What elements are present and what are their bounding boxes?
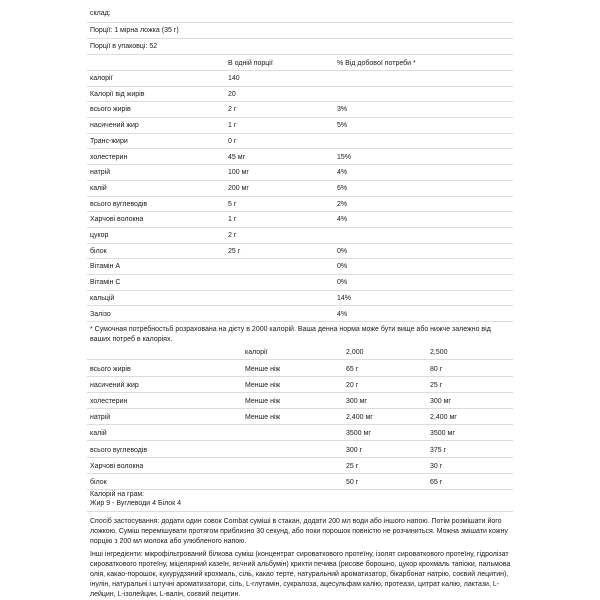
daily-header-row: [87, 344, 513, 360]
daily-row-cell-2: 3500 мг: [346, 430, 371, 438]
daily-row-cell-3: 300 мг: [430, 398, 451, 406]
daily-row-cell-1: Менше ніж: [245, 382, 281, 390]
daily-row: [87, 360, 513, 377]
composition-heading-row: [87, 0, 513, 23]
nutrition-row-cell-2: 15%: [337, 153, 352, 161]
nutrition-row-cell-1: 200 мг: [228, 184, 249, 192]
nutrition-row: [87, 290, 513, 307]
nutrition-row: [87, 117, 513, 134]
daily-row-cell-0: натрій: [90, 414, 111, 422]
nutrition-row: [87, 149, 513, 166]
calories-per-gram-title: Калорій на грам:: [90, 491, 145, 498]
nutrition-row-cell-0: натрій: [90, 169, 111, 177]
nutrition-row: [87, 211, 513, 228]
servings-per-pack-row: [87, 38, 513, 55]
nutrition-row-cell-1: 0 г: [228, 137, 237, 145]
nutrition-row-cell-0: кальцій: [90, 294, 115, 302]
nutrition-header-row-cell-1: В одній порції: [228, 60, 273, 67]
nutrition-row: [87, 86, 513, 103]
nutrition-row-cell-0: цукор: [90, 232, 109, 239]
nutrition-row: [87, 164, 513, 181]
nutrition-row-cell-2: 4%: [337, 216, 348, 224]
nutrition-row-cell-2: 14%: [337, 294, 352, 302]
nutrition-row-cell-1: 1 г: [228, 122, 237, 130]
daily-row-cell-0: холестерин: [90, 398, 128, 406]
daily-row: [87, 376, 513, 393]
daily-header-row-cell-1: калорії: [245, 349, 268, 356]
nutrition-row-cell-2: 4%: [337, 310, 348, 318]
nutrition-row-cell-0: Вітамін С: [90, 279, 121, 287]
daily-header-row-cell-2: 2,000: [346, 349, 364, 356]
daily-row-cell-0: насичений жир: [90, 382, 139, 390]
serving-size: Порції: 1 мірна ложка (35 г): [90, 27, 179, 34]
nutrition-row-cell-0: Вітамін А: [90, 263, 121, 271]
nutrition-header-row-cell-2: % Від добової потреби *: [337, 60, 416, 67]
nutrition-row: [87, 133, 513, 150]
nutrition-row-cell-2: 0%: [337, 279, 348, 287]
nutrition-row: [87, 243, 513, 260]
nutrition-row: [87, 258, 513, 275]
daily-row: [87, 473, 513, 490]
nutrition-row-cell-1: 45 мг: [228, 153, 246, 161]
nutrition-row-cell-1: 1 г: [228, 216, 237, 224]
daily-row-cell-3: 375 г: [430, 446, 447, 454]
nutrition-footnote: * Сумочная потребностьб розрахована на дієту в 2000 калорій. Ваша денна норма може бути вище або нижче залежно від ваших потреб в калоріях.: [90, 326, 491, 344]
daily-row: [87, 424, 513, 441]
daily-row-cell-0: всього вуглеводів: [90, 446, 148, 454]
daily-row-cell-2: 25 г: [346, 462, 359, 470]
nutrition-row-cell-0: калій: [90, 184, 107, 192]
daily-row-cell-0: білок: [90, 478, 107, 486]
daily-row: [87, 408, 513, 425]
nutrition-row-cell-1: 5 г: [228, 200, 237, 208]
nutrition-row-cell-0: Залізо: [90, 310, 111, 318]
nutrition-row-cell-2: 0%: [337, 263, 348, 271]
nutrition-row-cell-1: 100 мг: [228, 169, 249, 177]
nutrition-row-cell-1: 2 г: [228, 232, 237, 239]
daily-row-cell-3: 2,400 мг: [430, 414, 457, 422]
nutrition-row-cell-0: Харчові волокна: [90, 216, 144, 224]
daily-row-cell-3: 65 г: [430, 478, 443, 486]
daily-row-cell-0: Харчові волокна: [90, 462, 144, 470]
nutrition-row-cell-0: всього жирів: [90, 106, 131, 114]
daily-row-cell-0: всього жирів: [90, 366, 131, 373]
daily-row-cell-3: 25 г: [430, 382, 443, 390]
daily-row-cell-2: 65 г: [346, 366, 359, 373]
daily-row: [87, 441, 513, 458]
daily-row-cell-2: 50 г: [346, 478, 359, 486]
nutrition-row-cell-2: 4%: [337, 169, 348, 177]
daily-row-cell-2: 20 г: [346, 382, 359, 390]
daily-row-cell-1: Менше ніж: [245, 366, 281, 373]
nutrition-row-cell-0: насичений жир: [90, 122, 139, 130]
nutrition-row-cell-2: 0%: [337, 247, 348, 255]
nutrition-row-cell-0: всього вуглеводів: [90, 200, 148, 208]
composition-heading: склад:: [90, 10, 111, 17]
nutrition-row: [87, 227, 513, 244]
nutrition-row-cell-1: 2 г: [228, 106, 237, 114]
nutrition-row-cell-1: 20: [228, 90, 236, 98]
daily-row-cell-3: 80 г: [430, 366, 443, 373]
servings-per-pack: Порції в упаковці: 52: [90, 43, 158, 50]
nutrition-row: [87, 70, 513, 87]
nutrition-header-row: [87, 54, 513, 71]
nutrition-row-cell-0: калорії: [90, 75, 113, 82]
daily-row-cell-2: 300 г: [346, 446, 363, 454]
nutrition-row-cell-1: 25 г: [228, 247, 241, 255]
nutrition-row: [87, 196, 513, 213]
daily-row-cell-1: Менше ніж: [245, 398, 281, 406]
nutrition-row-cell-2: 5%: [337, 122, 348, 130]
nutrition-row-cell-1: 140: [228, 75, 240, 82]
nutrition-row: [87, 306, 513, 323]
daily-row: [87, 457, 513, 474]
calories-per-gram-values: Жир 9 - Вуглеводи 4 Білок 4: [90, 500, 182, 507]
daily-row-cell-3: 30 г: [430, 462, 443, 470]
ingredients-text: Інші інгредієнти: мікрофільтрований білкова суміш (концентрат сироваткового протеїну, ізолят сироваткового протеїну, гідролізат сироваткового протеїну, міцелярний казеїн, яєчний альбумін) крихти печива (рисове борошно, цукор крохмаль тапіоки, пальмова олія, какао-порошок, кукурудзяний крохмаль, сіль, какао терте, натуральний ароматизатор, бікарбонат натрію, соєвий лецитин), інулін, натуральні і штучні ароматизатори, сіль, L-глутамін, сукралоза, ацесульфам калію, протеази, цитрат калію, лактази, L-лейцин, L-ізолейцин, L-валін, соєвий лецитин.: [90, 551, 511, 598]
nutrition-row: [87, 101, 513, 118]
nutrition-row-cell-2: 3%: [337, 106, 348, 114]
nutrition-row: [87, 180, 513, 197]
nutrition-row-cell-0: Калорії від жирів: [90, 90, 145, 98]
nutrition-row-cell-0: білок: [90, 247, 107, 255]
nutrition-row-cell-2: 2%: [337, 200, 348, 208]
daily-row-cell-1: Менше ніж: [245, 414, 281, 422]
daily-row-cell-2: 300 мг: [346, 398, 367, 406]
nutrition-row: [87, 274, 513, 291]
usage-instructions: Спосіб застосування: додати один совок Combat суміші в стакан, додати 200 мл води або іншого напою. Потім розмішати його ложкою. Суміш перемішувати протягом приблизно 30 секунд, або поки порошок повністю не розчиниться. Можна змішати кожну порцію з 200 мл молока або улюбленого напою.: [90, 518, 508, 545]
nutrition-row-cell-0: холестерин: [90, 153, 128, 161]
serving-row: [87, 22, 513, 39]
daily-row: [87, 392, 513, 409]
daily-row-cell-0: калій: [90, 430, 107, 438]
nutrition-row-cell-2: 6%: [337, 184, 348, 192]
daily-row-cell-2: 2,400 мг: [346, 414, 373, 422]
divider: [87, 511, 513, 512]
nutrition-row-cell-0: Транс-жири: [90, 137, 128, 145]
daily-header-row-cell-3: 2,500: [430, 349, 448, 356]
daily-row-cell-3: 3500 мг: [430, 430, 455, 438]
